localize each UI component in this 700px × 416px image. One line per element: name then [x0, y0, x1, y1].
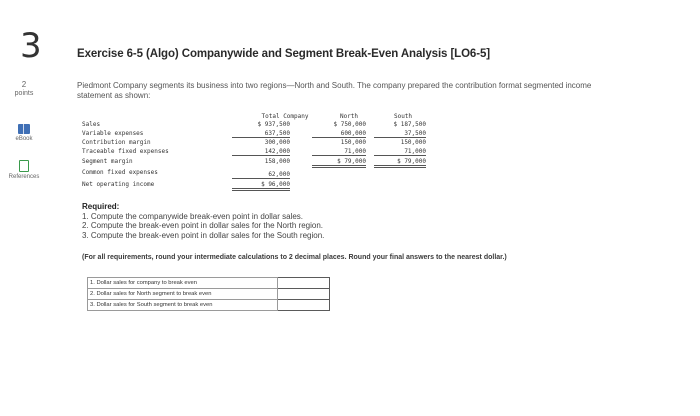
cell-north: 71,000 — [312, 148, 366, 156]
cell-south: 37,500 — [374, 130, 426, 138]
answer-label: 2. Dollar sales for North segment to break even — [88, 289, 278, 300]
cell-total: $ 937,500 — [257, 121, 290, 128]
header-south: South — [393, 113, 413, 120]
book-icon — [18, 124, 30, 134]
answer-cell — [278, 289, 330, 300]
cell-south: $ 79,000 — [374, 158, 426, 168]
points-indicator — [10, 80, 38, 98]
required-section — [82, 202, 324, 240]
header-total: Total Company — [261, 113, 309, 120]
points-value: 2 — [21, 80, 27, 89]
row-label: Common fixed expenses — [82, 169, 158, 176]
required-item: 1. Compute the companywide break-even point in dollar sales. — [82, 211, 304, 221]
header-north: North — [339, 113, 359, 120]
cell-south: $ 187,500 — [393, 121, 426, 128]
references-label: References — [8, 174, 40, 180]
north-break-even-input[interactable] — [278, 290, 329, 299]
answer-cell — [278, 278, 330, 289]
row-label: Net operating income — [82, 181, 155, 188]
answer-table — [87, 277, 330, 311]
required-item: 2. Compute the break-even point in dollar sales for the North region. — [82, 221, 324, 230]
required-item: 3. Compute the break-even point in dollar sales for the South region. — [82, 230, 325, 240]
answer-label: 3. Dollar sales for South segment to break even — [88, 300, 278, 311]
south-break-even-input[interactable] — [278, 301, 329, 310]
cell-north: 600,000 — [312, 130, 366, 138]
cell-total: $ 96,000 — [232, 181, 290, 191]
cell-total: 62,000 — [232, 171, 290, 179]
references-button[interactable] — [6, 160, 42, 180]
row-label: Sales — [82, 121, 101, 128]
answer-row — [88, 278, 330, 289]
cell-south: 150,000 — [400, 139, 426, 146]
answer-cell — [278, 300, 330, 311]
rounding-note: (For all requirements, round your intermediate calculations to 2 decimal places. Round your final answers to the nearest dollar.) — [82, 254, 507, 261]
cell-north: $ 79,000 — [312, 158, 366, 168]
cell-total: 637,500 — [232, 130, 290, 138]
answer-label: 1. Dollar sales for company to break even — [88, 278, 278, 289]
points-label: points — [14, 90, 34, 97]
cell-total: 142,000 — [232, 148, 290, 156]
cell-total: 158,000 — [264, 158, 290, 165]
ebook-button[interactable] — [6, 124, 42, 142]
row-label: Variable expenses — [82, 130, 144, 137]
company-break-even-input[interactable] — [278, 279, 329, 288]
answer-row — [88, 300, 330, 311]
row-label: Traceable fixed expenses — [82, 148, 169, 155]
row-label: Segment margin — [82, 158, 133, 165]
ebook-label: eBook — [15, 136, 33, 142]
document-icon — [19, 160, 29, 172]
exercise-intro: Piedmont Company segments its business into two regions—North and South. The company prepared the contribution format segmented income statement as shown: — [77, 81, 592, 100]
required-heading: Required: — [82, 202, 120, 211]
exercise-title: Exercise 6-5 (Algo) Companywide and Segment Break-Even Analysis [LO6-5] — [77, 48, 490, 60]
cell-north: 150,000 — [340, 139, 366, 146]
cell-total: 300,000 — [264, 139, 290, 146]
answer-row — [88, 289, 330, 300]
question-number: 3 — [20, 26, 42, 66]
cell-north: $ 750,000 — [333, 121, 366, 128]
row-label: Contribution margin — [82, 139, 151, 146]
cell-south: 71,000 — [374, 148, 426, 156]
